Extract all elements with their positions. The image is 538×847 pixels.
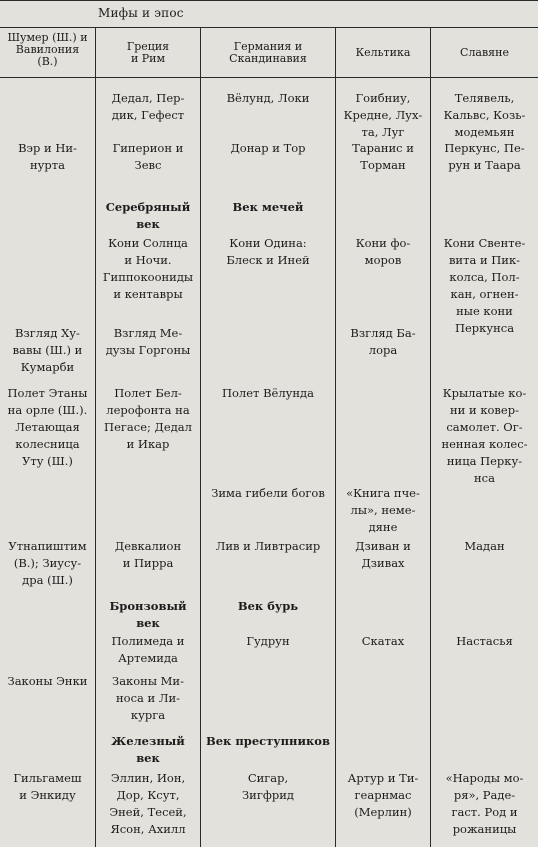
table-cell: Утнапиштим (В.); Зиусу- дра (Ш.) <box>8 539 87 587</box>
table-cell: Гиперион и Зевс <box>112 141 184 172</box>
header-bottom-rule <box>0 77 538 78</box>
table-cell: Зима гибели богов <box>211 486 325 500</box>
table-cell: Мадан <box>464 539 505 553</box>
header-germany-scandinavia: Германия и Скандинавия <box>229 40 307 65</box>
era-heading: Бронзовый век <box>109 599 187 630</box>
table-cell: Кони Одина: Блеск и Иней <box>226 236 310 267</box>
top-rule <box>0 0 538 1</box>
table-cell: Взгляд Ху- вавы (Ш.) и Кумарби <box>12 326 83 374</box>
table-cell: Законы Энки <box>7 674 88 688</box>
era-heading: Серебряный век <box>105 200 191 231</box>
table-cell: Полимеда и Артемида <box>111 634 185 665</box>
table-cell: Полет Бел- лерофонта на Пегасе; Дедал и Икар <box>104 386 192 451</box>
table-cell: Вёлунд, Локи <box>226 91 310 105</box>
table-cell: Вэр и Ни- нурта <box>18 141 77 172</box>
table-cell: Эллин, Ион, Дор, Ксут, Эней, Тесей, Ясон, Ахилл <box>109 771 187 836</box>
table-cell: Полет Вёлунда <box>221 386 314 400</box>
era-heading: Век мечей <box>232 200 304 214</box>
table-cell: Перкунс, Пе- рун и Таара <box>444 141 525 172</box>
table-cell: Взгляд Ме- дузы Горгоны <box>105 326 191 357</box>
table-cell: Дзиван и Дзивах <box>355 539 411 570</box>
table-cell: Гудрун <box>246 634 290 648</box>
table-cell: Гоибниу, Кредне, Лух- та, Луг <box>343 91 423 139</box>
table-cell: Законы Ми- носа и Ли- курга <box>112 674 184 722</box>
table-cell: Телявель, Кальвс, Козь- модемьян <box>443 91 526 139</box>
era-heading: Век бурь <box>237 599 299 613</box>
table-cell: Дедал, Пер- дик, Гефест <box>111 91 185 122</box>
header-celtica: Кельтика <box>355 46 411 59</box>
section-title: Мифы и эпос <box>98 6 184 20</box>
table-cell: Девкалион и Пирра <box>114 539 182 570</box>
table-cell: Взгляд Ба- лора <box>350 326 416 357</box>
table-cell: Крылатые ко- ни и ковер- самолет. Ог- ненная колес- ница Перку- нса <box>441 386 528 485</box>
header-sumer-babylon: Шумер (Ш.) и Вавилония (В.) <box>7 31 88 68</box>
table-cell: «Народы мо- ря», Раде- гаст. Род и рожаницы <box>445 771 524 836</box>
table-cell: Настасья <box>456 634 513 648</box>
table-cell: Скатах <box>361 634 405 648</box>
table-cell: Артур и Ти- геарнмас (Мерлин) <box>347 771 419 819</box>
table-cell: «Книга пче- лы», неме- дяне <box>346 486 420 534</box>
table-cell: Таранис и Торман <box>352 141 414 172</box>
table-cell: Полет Этаны на орле (Ш.). Летающая колесница Уту (Ш.) <box>7 386 88 468</box>
table-cell: Кони Солнца и Ночи. Гиппокоониды и кентавры <box>102 236 194 301</box>
era-heading: Железный век <box>111 734 185 765</box>
header-top-rule <box>0 27 538 28</box>
header-greece-rome: Греция и Рим <box>126 40 170 65</box>
table-cell: Гильгамеш и Энкиду <box>13 771 82 802</box>
table-cell: Кони Свенте- вита и Пик- колса, Пол- кан, огнен- ные кони Перкунса <box>443 236 526 335</box>
table-cell: Лив и Ливтрасир <box>215 539 321 553</box>
header-slavs: Славяне <box>460 46 509 59</box>
era-heading: Век преступников <box>206 734 330 748</box>
table-cell: Сигар, Зигфрид <box>242 771 294 802</box>
table-cell: Донар и Тор <box>230 141 306 155</box>
table-cell: Кони фо- моров <box>355 236 411 267</box>
